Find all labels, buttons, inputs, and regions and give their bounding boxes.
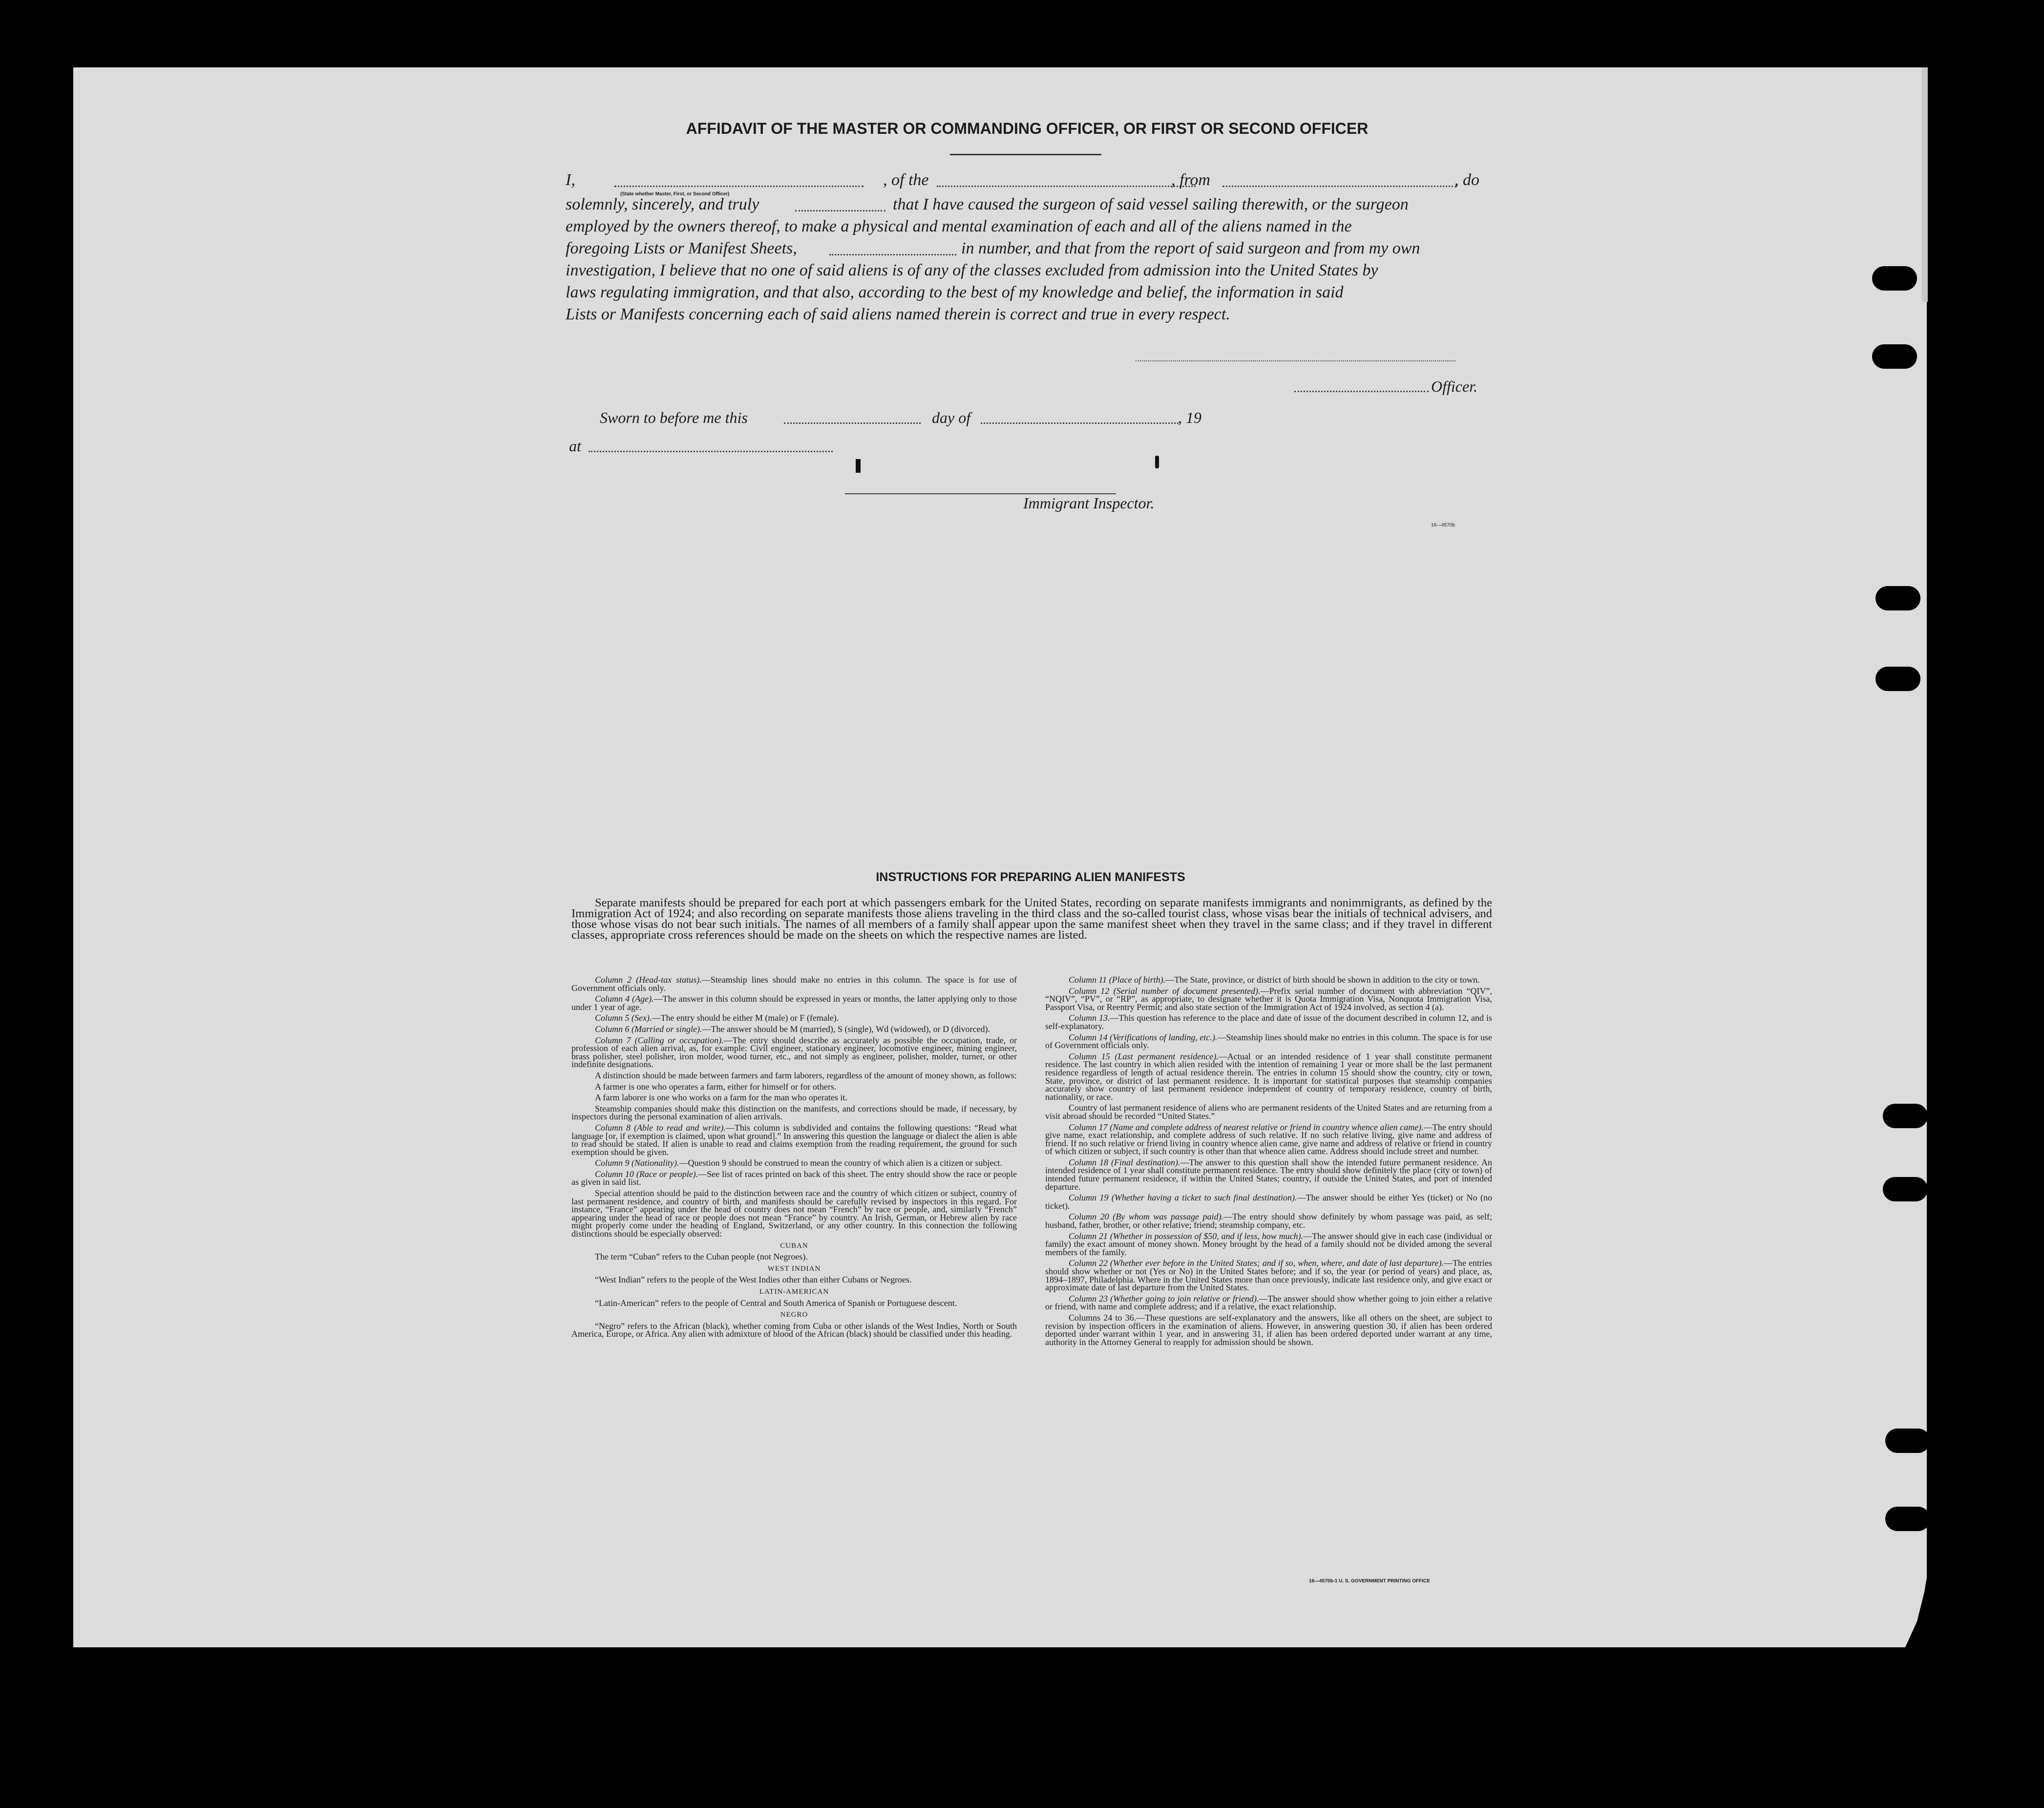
text: that I have caused the surgeon of said vessel sailing therewith, or the surgeon — [893, 195, 1409, 213]
columns-24-36-note: Columns 24 to 36.—These questions are self-explanatory and the answers, like all others on the sheet, are subject to revision by inspection officers in the examination of aliens. However, in answering question 30, if alien has been ordered deported under warrant within 1 year, and in answering 31, if alien has been ordered deported under warrant at any time, authority in the Attorney General to reapply for admission should be shown. — [1045, 1312, 1492, 1347]
affidavit-line-3: employed by the owners thereof, to make a physical and mental examination of each and all of the aliens named in the — [566, 217, 1352, 235]
punch-hole — [1875, 667, 1920, 691]
affidavit-line-5: investigation, I believe that no one of said aliens is of any of the classes excluded from admission into the United States by — [566, 261, 1378, 279]
column-21-note: Column 21 (Whether in possession of $50, and if less, how much).—The answer should give in each case (individual or family) the exact amount of money shown. Money brought by the head of a family should not be divided among the several members of the family. — [1045, 1231, 1492, 1257]
cuban-heading: CUBAN — [780, 1241, 808, 1250]
negro-heading: NEGRO — [780, 1311, 808, 1319]
affidavit-line-7: Lists or Manifests concerning each of said aliens named therein is correct and true in every respect. — [566, 305, 1230, 323]
signature-line — [1136, 360, 1455, 361]
punch-hole — [1872, 266, 1917, 291]
column-19-note: Column 19 (Whether having a ticket to such final destination).—The answer should be either Yes (ticket) or No (no ticket). — [1045, 1193, 1492, 1211]
punch-hole — [1885, 1507, 1930, 1531]
country-residence-paragraph: Country of last permanent residence of aliens who are permanent residents of the United States and are returning from a visit abroad should be recorded “United States.” — [1045, 1103, 1492, 1121]
affidavit-line-6: laws regulating immigration, and that also, according to the best of my knowledge and belief, the information in said — [566, 283, 1344, 301]
column-18-note: Column 18 (Final destination).—The answer to this question shall show the intended future permanent residence. An intended residence of 1 year shall constitute permanent residence. The entry should show definitely the place (city or town) of intended future permanent residence, if within the United States; country, if outside the United States, and port of intended departure. — [1045, 1157, 1492, 1192]
ink-mark — [1155, 456, 1159, 468]
day-of-text: day of — [932, 409, 971, 426]
laborer-paragraph: A farm laborer is one who works on a farm for the man who operates it. — [595, 1093, 847, 1103]
instructions-left-column — [571, 976, 1017, 1341]
sworn-day-blank — [784, 422, 921, 424]
column-9-note: Column 9 (Nationality).—Question 9 should be construed to mean the country of which alien is a citizen or subject. — [595, 1158, 1002, 1168]
column-23-note: Column 23 (Whether going to join relative or friend).—The answer should show whether going to join either a relative or friend, with name and complete address; and if a relative, the exact relationship. — [1045, 1293, 1492, 1312]
word-of-the: , of the — [883, 171, 929, 189]
column-12-note: Column 12 (Serial number of document presented).—Prefix serial number of document with abbreviation “QIV”, “NQIV”, “PV”, or “RP”, as appropriate, to designate whether it is Quota Immigration Visa, Nonquota Immigration Visa, Passport Visa, or Reentry Permit; and also state section of the Immigration Act of 1924 involved, as section 4 (a). — [1045, 986, 1492, 1012]
punch-hole — [1872, 344, 1917, 369]
word-i: I, — [566, 171, 575, 189]
farmer-paragraph: A farmer is one who operates a farm, either for himself or for others. — [595, 1081, 837, 1092]
column-15-note: Column 15 (Last permanent residence).—Actual or an intended residence of 1 year shall constitute permanent residence. The last country in which alien resided with the intention of remaining 1 year or more shall be the last permanent residence regardless of length of actual residence therein. The entries in column 15 should show the country, city or town, State, province, or district of last permanent residence. It is important for statistical purposes that steamship companies accurately show country of last permanent residence independent of country of temporary residence, country of birth, nationality, or race. — [1045, 1051, 1492, 1102]
cuban-paragraph: The term “Cuban” refers to the Cuban people (not Negroes). — [595, 1252, 808, 1262]
intro-text: Separate manifests should be prepared for each port at which passengers embark for the United States, recording on separate manifests immigrants and nonimmigrants, as defined by the Immigration Act of 1924; and also recording on separate manifests those aliens traveling in the third class and the so-called tourist class, whose visas bear the initials of technical advisers, and those whose visas do not bear such initials. The names of all members of a family shall appear upon the same manifest sheet when they travel in the same class; and if they travel in different classes, appropriate cross references should be made on the sheets on which the respective names are listed. — [571, 896, 1492, 942]
affidavit-line-4 — [566, 239, 1489, 258]
west-indian-heading: WEST INDIAN — [767, 1264, 821, 1273]
sworn-text: Sworn to before me this — [600, 409, 748, 426]
oath-blank — [795, 210, 885, 211]
rank-blank — [614, 186, 864, 187]
printing-office-footer: 16—4570b-1 U. S. GOVERNMENT PRINTING OFFICE — [1309, 1578, 1430, 1584]
count-blank — [829, 254, 956, 255]
at-text: at — [569, 437, 581, 455]
punch-hole — [1883, 1104, 1928, 1128]
column-13-note: Column 13.—This question has reference to the place and date of issue of the document described in column 12, and is self-explanatory. — [1045, 1013, 1492, 1031]
latin-american-heading: LATIN-AMERICAN — [759, 1288, 829, 1296]
special-attention-paragraph: Special attention should be paid to the distinction between race and the country of which citizen or subject, country of last permanent residence, and country of birth, and manifests should be carefully revised by inspectors in this regard. For instance, “France” appearing under the head of country does not mean “French” by race or people, and, similarly “French” appearing under the head of race or people does not mean “France” by country. An Irish, German, or Hebrew alien by race might properly come under the heading of England, Switzerland, or any other country. In this connection the following distinctions should be especially observed: — [571, 1188, 1017, 1239]
column-6-note: Column 6 (Married or single).—The answer should be M (married), S (single), Wd (widowed), or D (divorced). — [595, 1024, 990, 1034]
torn-corner — [1851, 1563, 1949, 1661]
latin-american-paragraph: “Latin-American” refers to the people of Central and South America of Spanish or Portuguese descent. — [595, 1298, 957, 1308]
vessel-blank — [937, 186, 1196, 187]
negro-paragraph: “Negro” refers to the African (black), whether coming from Cuba or other islands of the West Indies, North or South America, Europe, or Africa. Any alien with admixture of blood of the African (black) should be classified under this heading. — [571, 1321, 1017, 1339]
page-edge — [1922, 67, 1928, 302]
text: in number, and that from the report of said surgeon and from my own — [961, 239, 1420, 257]
punch-hole — [1885, 1429, 1930, 1453]
column-10-note: Column 10 (Race or people).—See list of races printed on back of this sheet. The entry should show the race or people as given in said list. — [571, 1169, 1017, 1187]
column-4-note: Column 4 (Age).—The answer in this column should be expressed in years or months, the latter applying only to those under 1 year of age. — [571, 994, 1017, 1012]
column-7-note: Column 7 (Calling or occupation).—The entry should describe as accurately as possible the occupation, trade, or profession of each alien arrival, as, for example: Civil engineer, stationary engineer, locomotive engineer, mining engineer, brass polisher, steel polisher, iron molder, wood turner, etc., and not simply as engineer, polisher, molder, turner, or other indefinite designations. — [571, 1035, 1017, 1070]
affidavit-line-2 — [566, 195, 1489, 214]
title-underline — [950, 154, 1101, 155]
column-14-note: Column 14 (Verifications of landing, etc.).—Steamship lines should make no entries in this column. The space is for use of Government officials only. — [1045, 1032, 1492, 1051]
word-from: , from — [1171, 171, 1210, 189]
column-20-note: Column 20 (By whom was passage paid).—The entry should show definitely by whom passage was paid, as self; husband, father, brother, or other relative; friend; steamship company, etc. — [1045, 1212, 1492, 1230]
text: solemnly, sincerely, and truly — [566, 195, 759, 213]
document-page — [73, 67, 1927, 1647]
port-blank — [1222, 186, 1457, 187]
text: foregoing Lists or Manifest Sheets, — [566, 239, 797, 257]
punch-hole — [1875, 586, 1920, 610]
instructions-title: INSTRUCTIONS FOR PREPARING ALIEN MANIFESTS — [876, 870, 1185, 884]
year-text: , 19 — [1178, 409, 1201, 426]
west-indian-paragraph: “West Indian” refers to the people of the West Indies other than either Cubans or Negroes. — [595, 1275, 912, 1285]
form-number: 16—4570b — [1431, 523, 1455, 528]
column-17-note: Column 17 (Name and complete address of nearest relative or friend in country whence alien came).—The entry should give name, exact relationship, and complete address of such relative. If no such relative living, give name and address of friend. If no such relative or friend living in country whence alien came, give name and address of relative or friend in country of which citizen or subject, if such country is other than that whence alien came. Address should include street and number. — [1045, 1122, 1492, 1156]
rank-note: (State whether Master, First, or Second Officer) — [620, 191, 730, 197]
column-8-note: Column 8 (Able to read and write).—This column is subdivided and contains the following questions: “Read what language [or, if exemption is claimed, upon what ground].” In answering this question the language or dialect the alien is able to read should be stated. If alien is unable to read and claims exemption from the reading requirement, the ground for such exemption should be given. — [571, 1122, 1017, 1157]
instructions-right-column — [1045, 976, 1492, 1349]
column-5-note: Column 5 (Sex).—The entry should be either M (male) or F (female). — [595, 1013, 839, 1023]
place-blank — [589, 451, 833, 452]
distinction-paragraph: A distinction should be made between farmers and farm laborers, regardless of the amount of money shown, as follows: — [595, 1070, 1017, 1080]
column-11-note: Column 11 (Place of birth).—The State, province, or district of birth should be shown in addition to the city or town. — [1069, 975, 1480, 985]
punch-hole — [1883, 1177, 1928, 1201]
month-blank — [981, 422, 1179, 424]
column-2-note: Column 2 (Head-tax status).—Steamship lines should make no entries in this column. The space is for use of Government officials only. — [571, 975, 1017, 993]
ink-mark — [856, 459, 861, 473]
affidavit-line-1 — [566, 171, 1489, 189]
word-do: , do — [1454, 171, 1479, 189]
inspector-label: Immigrant Inspector. — [1023, 494, 1155, 512]
affidavit-title: AFFIDAVIT OF THE MASTER OR COMMANDING OFFICER, OR FIRST OR SECOND OFFICER — [686, 120, 1369, 137]
instructions-intro — [571, 898, 1492, 941]
column-22-note: Column 22 (Whether ever before in the United States; and if so, when, where, and date of last departure).—The entries should show whether or not (Yes or No) in the United States before; and if so, the year (or period of years) and place, as, 1894–1897, Philadelphia. Where in the United States more than once previously, indicate last residence only, and give exact or approximate date of last departure from the United States. — [1045, 1258, 1492, 1293]
steamship-paragraph: Steamship companies should make this distinction on the manifests, and corrections should be made, if necessary, by inspectors during the personal examination of alien arrivals. — [571, 1103, 1017, 1122]
officer-label: Officer. — [1431, 378, 1478, 395]
officer-blank — [1294, 391, 1429, 392]
